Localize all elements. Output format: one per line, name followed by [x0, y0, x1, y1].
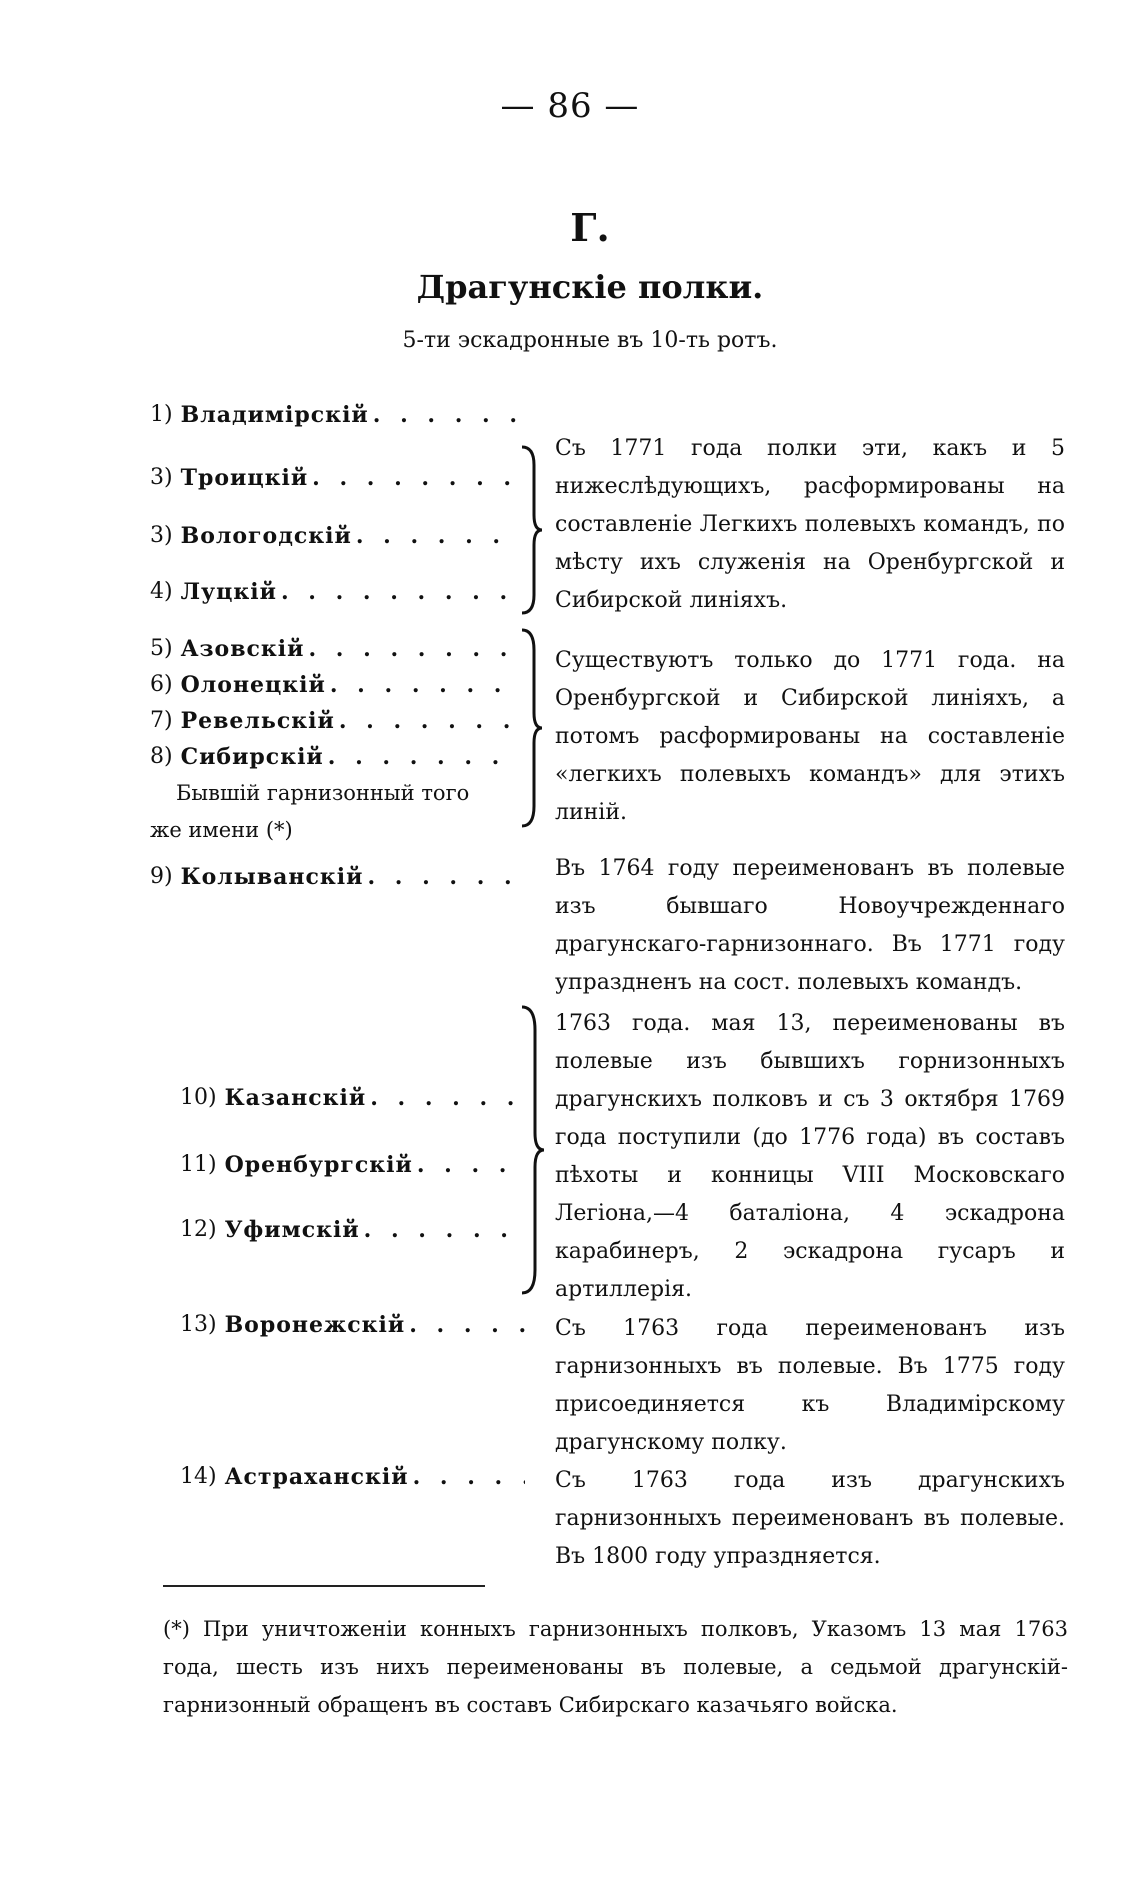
regiment-entry	[150, 634, 520, 664]
regiment-number: 5)	[150, 636, 173, 661]
section-subtitle: 5-ти эскадронные въ 10-ть ротъ.	[402, 328, 778, 353]
regiment-entry	[150, 742, 520, 772]
regiment-name: Колыванскій	[180, 864, 364, 890]
regiment-entry	[180, 1215, 525, 1245]
right-brace-group-2	[520, 628, 544, 828]
leader-dots	[281, 577, 520, 607]
footnote: (*) При уничтоженіи конныхъ гарнизонныхъ полковъ, Указомъ 13 мая 1763 года, шесть изъ нихъ переименованы въ полевые, а седьмой драгунскій-гарнизонный обращенъ въ составъ Сибирскаго казачьяго войска.	[163, 1617, 1068, 1717]
regiment-name: Олонецкій	[180, 672, 326, 698]
leader-dots	[356, 521, 520, 551]
regiment-name: Воронежскій	[224, 1312, 406, 1338]
section-title: Драгунскіе полки.	[416, 268, 764, 306]
regiment-number: 12)	[180, 1217, 217, 1242]
right-brace-group-1	[520, 445, 544, 615]
leader-dots	[330, 670, 520, 700]
regiment-name: Луцкій	[180, 579, 277, 605]
regiment-entry	[150, 463, 520, 493]
regiment-entry	[150, 400, 520, 430]
former-garrison-note-line2: же имени (*)	[150, 818, 293, 842]
leader-dots	[367, 862, 520, 892]
regiment-entry	[180, 1310, 525, 1340]
regiment-entry	[180, 1083, 525, 1113]
regiment-name: Уфимскій	[224, 1217, 360, 1243]
leader-dots	[364, 1215, 525, 1245]
description-regiment-13: Съ 1763 года переименованъ изъ гарнизонныхъ въ полевые. Въ 1775 году присоединяется къ Владимірскому драгунскому полку.	[555, 1316, 1065, 1455]
regiment-name: Вологодскій	[180, 523, 352, 549]
leader-dots	[409, 1310, 525, 1340]
regiment-number: 8)	[150, 744, 173, 769]
leader-dots	[370, 1083, 525, 1113]
leader-dots	[373, 400, 520, 430]
regiment-number: 7)	[150, 708, 173, 733]
regiment-number: 13)	[180, 1312, 217, 1337]
description-regiments-10-12: 1763 года. мая 13, переименованы въ полевые изъ бывшихъ горнизонныхъ драгунскихъ полковъ и съ 3 октября 1769 года поступили (до 1776 года) въ составъ пѣхоты и конницы VIII Московскаго Легіона,—4 баталіона, 4 эскадрона карабинеръ, 2 эскадрона гусаръ и артиллерія.	[555, 1011, 1065, 1302]
page-number: — 86 —	[500, 86, 640, 126]
leader-dots	[339, 706, 520, 736]
regiment-name: Казанскій	[224, 1085, 367, 1111]
regiment-number: 11)	[180, 1152, 217, 1177]
regiment-entry	[150, 521, 520, 551]
regiment-number: 6)	[150, 672, 173, 697]
regiment-entry	[150, 706, 520, 736]
regiment-name: Оренбургскій	[224, 1152, 413, 1178]
regiment-entry	[180, 1150, 525, 1180]
regiment-number: 14)	[180, 1464, 217, 1489]
regiment-name: Азовскій	[180, 636, 305, 662]
leader-dots	[417, 1150, 525, 1180]
regiment-name: Сибирскій	[180, 744, 324, 770]
regiment-number: 10)	[180, 1085, 217, 1110]
section-letter: Г.	[570, 205, 610, 250]
footnote-rule	[163, 1585, 485, 1587]
description-regiments-1-4: Съ 1771 года полки эти, какъ и 5 нижеслѣдующихъ, расформированы на составленіе Легкихъ полевыхъ командъ, по мѣсту ихъ служенія на Оренбургской и Сибирской линіяхъ.	[555, 436, 1065, 613]
leader-dots	[413, 1462, 525, 1492]
regiment-name: Ревельскій	[180, 708, 335, 734]
leader-dots	[308, 634, 520, 664]
leader-dots	[328, 742, 520, 772]
regiment-number: 9)	[150, 864, 173, 889]
regiment-entry	[150, 577, 520, 607]
leader-dots	[312, 463, 520, 493]
regiment-number: 4)	[150, 579, 173, 604]
regiment-entry	[180, 1462, 525, 1492]
description-regiments-5-8: Существуютъ только до 1771 года. на Оренбургской и Сибирской линіяхъ, а потомъ расформированы на составленіе «легкихъ полевыхъ командъ» для этихъ линій.	[555, 648, 1065, 825]
regiment-name: Троицкій	[180, 465, 309, 491]
description-regiment-9: Въ 1764 году переименованъ въ полевые изъ бывшаго Новоучрежденнаго драгунскаго-гарнизоннаго. Въ 1771 году упраздненъ на сост. полевыхъ командъ.	[555, 856, 1065, 995]
regiment-number: 3)	[150, 523, 173, 548]
description-regiment-14: Съ 1763 года изъ драгунскихъ гарнизонныхъ переименованъ въ полевые. Въ 1800 году упраздняется.	[555, 1468, 1065, 1569]
right-brace-group-3	[520, 1005, 546, 1295]
regiment-entry	[150, 862, 520, 892]
regiment-entry	[150, 670, 520, 700]
regiment-number: 1)	[150, 402, 173, 427]
former-garrison-note-line1: Бывшій гарнизонный того	[176, 781, 470, 805]
regiment-name: Владимірскій	[180, 402, 369, 428]
regiment-number: 3)	[150, 465, 173, 490]
regiment-name: Астраханскій	[224, 1464, 409, 1490]
